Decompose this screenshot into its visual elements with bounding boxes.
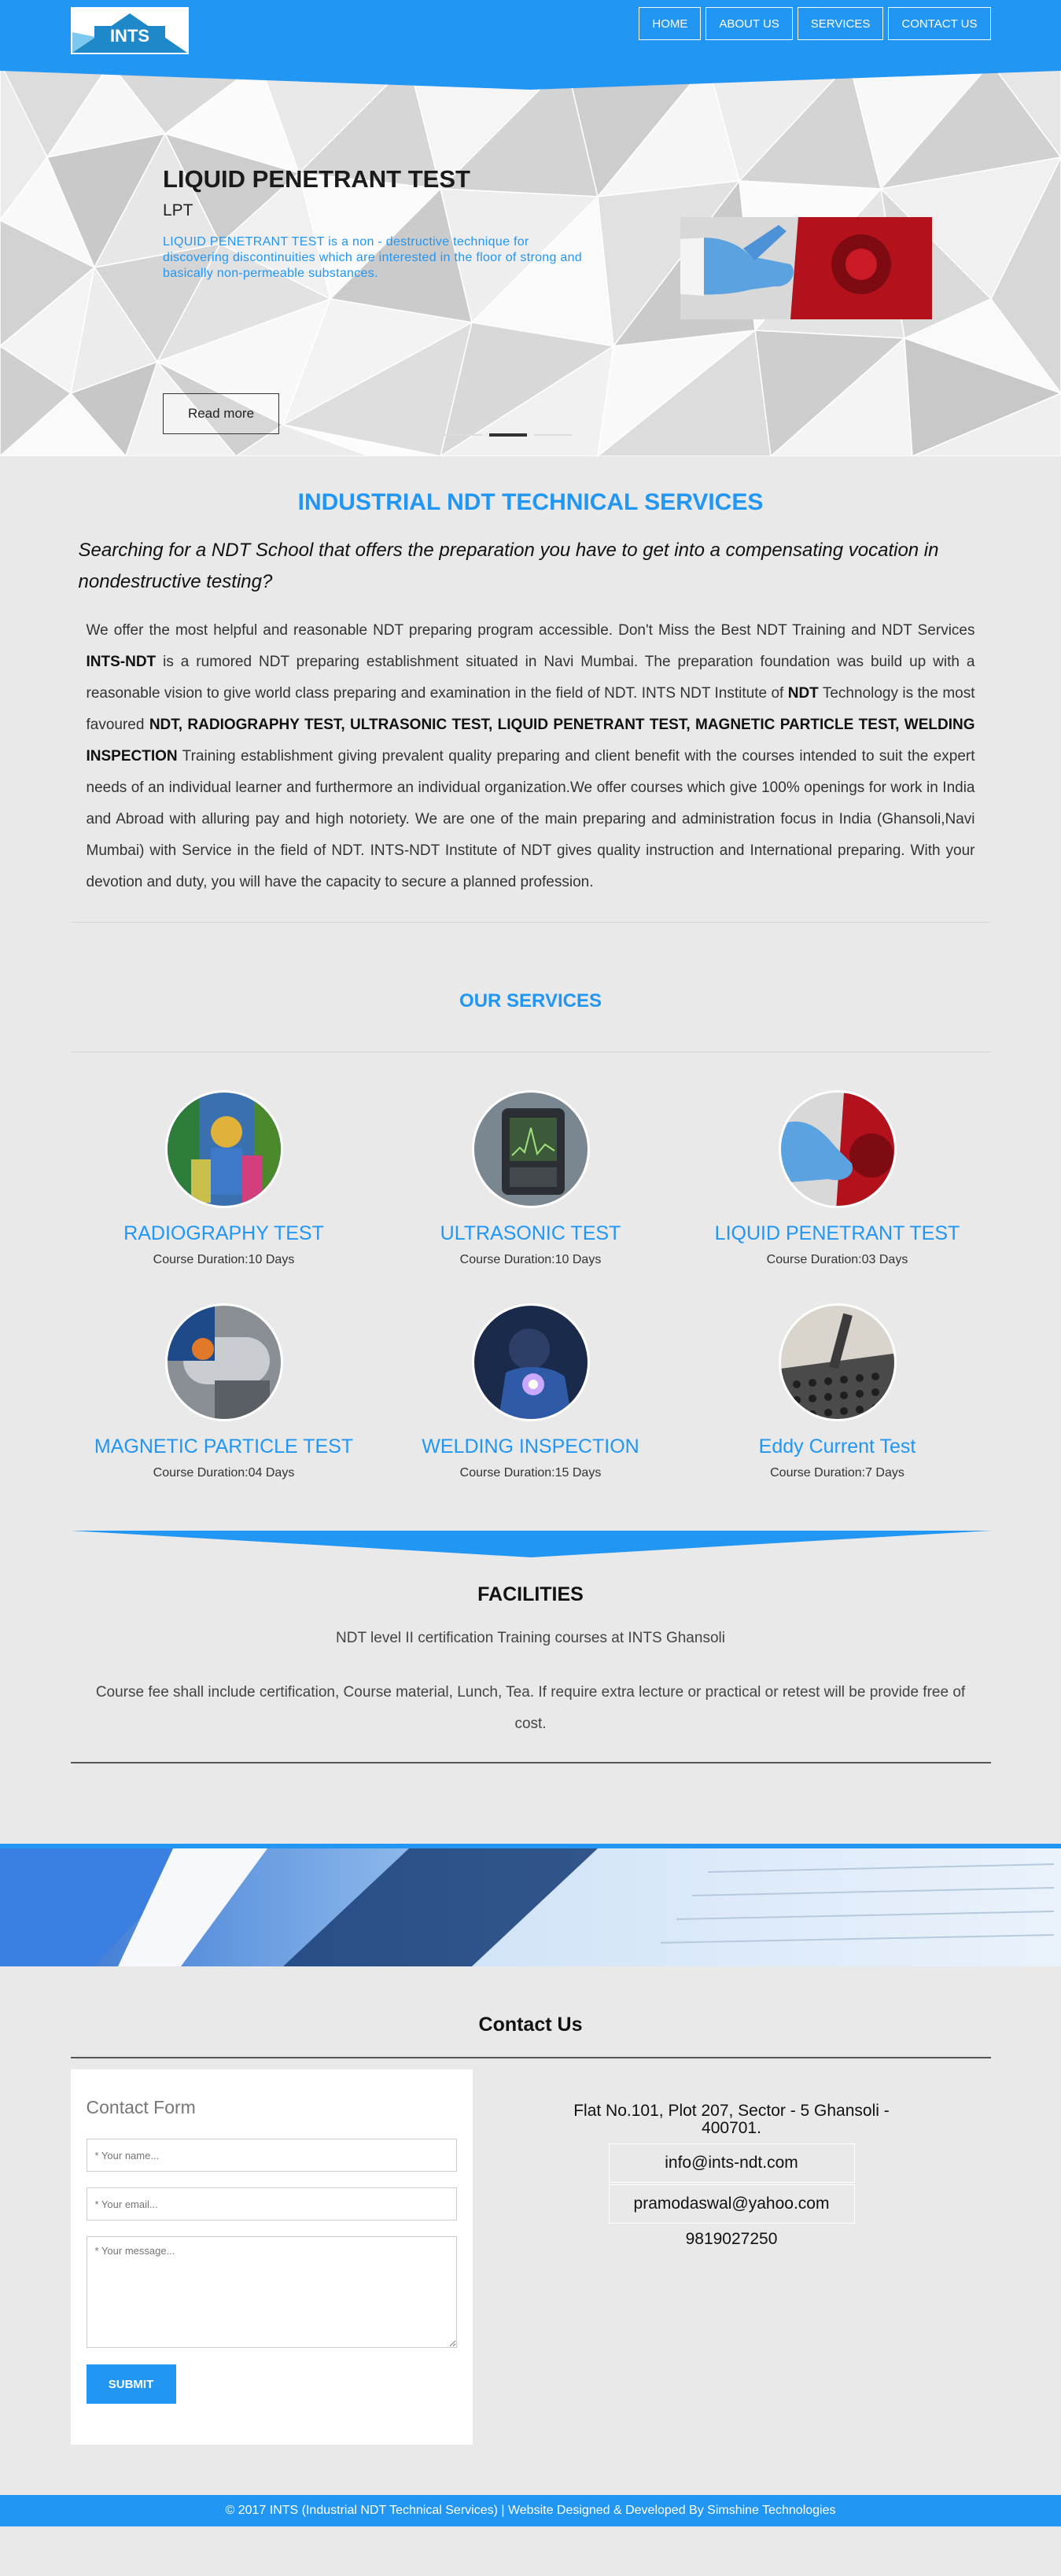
- contact-info: [473, 2069, 991, 2445]
- contact-email-primary[interactable]: info@ints-ndt.com: [609, 2143, 855, 2183]
- service-duration: Course Duration:03 Days: [766, 1253, 908, 1266]
- service-duration: Course Duration:7 Days: [770, 1466, 904, 1480]
- hero-image-liquid-penetrant: [680, 217, 932, 319]
- form-title: Contact Form: [86, 2097, 196, 2117]
- contact-row: [71, 2069, 991, 2445]
- contact-title: Contact Us: [478, 2014, 583, 2036]
- hero-description: LIQUID PENETRANT TEST is a non - destructive technique for discovering discontinuities which are interested in the floor of strong and basically non-permeable substances.: [163, 235, 583, 280]
- contact-section: [71, 1966, 991, 2445]
- intro-title: INDUSTRIAL NDT TECHNICAL SERVICES: [297, 489, 764, 515]
- divider: [71, 2057, 991, 2058]
- service-card-magnetic-particle[interactable]: [71, 1303, 378, 1480]
- service-card-welding-inspection[interactable]: [378, 1303, 684, 1480]
- divider: [71, 1762, 991, 1763]
- service-duration: Course Duration:15 Days: [459, 1466, 602, 1480]
- slide-indicator[interactable]: [400, 434, 437, 436]
- slide-indicator[interactable]: [534, 434, 572, 436]
- service-image-radiography: [165, 1090, 283, 1208]
- service-card-ultrasonic[interactable]: [378, 1090, 684, 1267]
- facilities-text: Course fee shall include certification, Course material, Lunch, Tea. If require extra lecture or practical or retest will be provide free of cost.: [95, 1684, 966, 1732]
- service-name: WELDING INSPECTION: [422, 1435, 639, 1458]
- service-image-ultrasonic: [472, 1090, 590, 1208]
- intro-question: Searching for a NDT School that offers the preparation you have to get into a compensating vocation in nondestructive testing?: [78, 540, 939, 592]
- facilities-section: [71, 1531, 991, 1763]
- service-duration: Course Duration:10 Days: [153, 1253, 295, 1266]
- contact-email-secondary[interactable]: pramodaswal@yahoo.com: [609, 2184, 855, 2224]
- service-name: MAGNETIC PARTICLE TEST: [94, 1435, 354, 1458]
- footer-text: © 2017 INTS (Industrial NDT Technical Services) | Website Designed & Developed By Simshine Technologies: [225, 2504, 836, 2517]
- contact-address: Flat No.101, Plot 207, Sector - 5 Ghansoli - 400701.: [573, 2102, 890, 2137]
- submit-button[interactable]: SUBMIT: [87, 2364, 176, 2404]
- service-name: RADIOGRAPHY TEST: [123, 1222, 324, 1244]
- hero-top-curve: [0, 63, 1061, 90]
- facilities-subtitle: NDT level II certification Training courses at INTS Ghansoli: [336, 1630, 725, 1646]
- hero-slider: [0, 63, 1061, 456]
- service-card-eddy-current[interactable]: [684, 1303, 991, 1480]
- service-name: LIQUID PENETRANT TEST: [714, 1222, 960, 1244]
- service-image-welding: [472, 1303, 590, 1421]
- services-section: [71, 923, 991, 1480]
- contact-phone[interactable]: 9819027250: [685, 2230, 778, 2248]
- slide-indicator[interactable]: [444, 434, 482, 436]
- service-image-magnetic-particle: [165, 1303, 283, 1421]
- nav-about-us[interactable]: ABOUT US: [705, 7, 792, 40]
- service-name: ULTRASONIC TEST: [440, 1222, 621, 1244]
- service-image-eddy-current: [779, 1303, 897, 1421]
- site-footer: [0, 2495, 1061, 2526]
- logo-text: INTS: [109, 26, 149, 46]
- service-image-liquid-penetrant: [779, 1090, 897, 1208]
- hero-subtitle: LPT: [163, 201, 193, 219]
- nav-home[interactable]: HOME: [639, 7, 701, 40]
- site-logo[interactable]: [71, 7, 189, 54]
- slide-indicator-active[interactable]: [489, 433, 527, 437]
- intro-section: [71, 456, 991, 923]
- read-more-button[interactable]: Read more: [163, 393, 279, 434]
- nav-services[interactable]: SERVICES: [798, 7, 884, 40]
- site-header: [0, 0, 1061, 63]
- nav-contact-us[interactable]: CONTACT US: [888, 7, 990, 40]
- service-card-radiography[interactable]: [71, 1090, 378, 1267]
- hero-title: LIQUID PENETRANT TEST: [163, 165, 470, 193]
- services-title: OUR SERVICES: [459, 990, 602, 1012]
- service-card-liquid-penetrant[interactable]: [684, 1090, 991, 1267]
- message-textarea[interactable]: [87, 2236, 457, 2348]
- main-nav: [639, 7, 990, 40]
- name-input[interactable]: [87, 2139, 457, 2172]
- slider-indicators: [400, 434, 572, 437]
- service-duration: Course Duration:10 Days: [459, 1253, 602, 1266]
- email-input[interactable]: [87, 2187, 457, 2220]
- service-duration: Course Duration:04 Days: [153, 1466, 295, 1480]
- hero-caption: [163, 165, 588, 282]
- section-divider-wedge: [71, 1531, 991, 1557]
- services-grid: [71, 1052, 991, 1480]
- intro-paragraph: We offer the most helpful and reasonable NDT preparing program accessible. Don't Miss the Best NDT Training and NDT Services INTS-NDT is a rumored NDT preparing establishment situated in Navi Mumbai. The preparation foundation was build up with a reasonable vision to give world class preparing and examination in the field of NDT. INTS NDT Institute of NDT Technology is the most favoured NDT, RADIOGRAPHY TEST, ULTRASONIC TEST, LIQUID PENETRANT TEST, MAGNETIC PARTICLE TEST, WELDING INSPECTION Training establishment giving prevalent quality preparing and client benefit with the courses intended to suit the expert needs of an individual learner and furthermore an individual organization.We offer courses which give 100% openings for work in India and Abroad with alluring pay and high notoriety. We are one of the main preparing and administration focus in India (Ghansoli,Navi Mumbai) with Service in the field of NDT. INTS-NDT Institute of NDT gives quality instruction and International preparing. With your devotion and duty, you will have the capacity to secure a planned profession.: [86, 622, 975, 890]
- facilities-title: FACILITIES: [477, 1583, 584, 1605]
- contact-form: [71, 2069, 473, 2445]
- service-name: Eddy Current Test: [758, 1435, 916, 1458]
- banner-image: [0, 1844, 1061, 1966]
